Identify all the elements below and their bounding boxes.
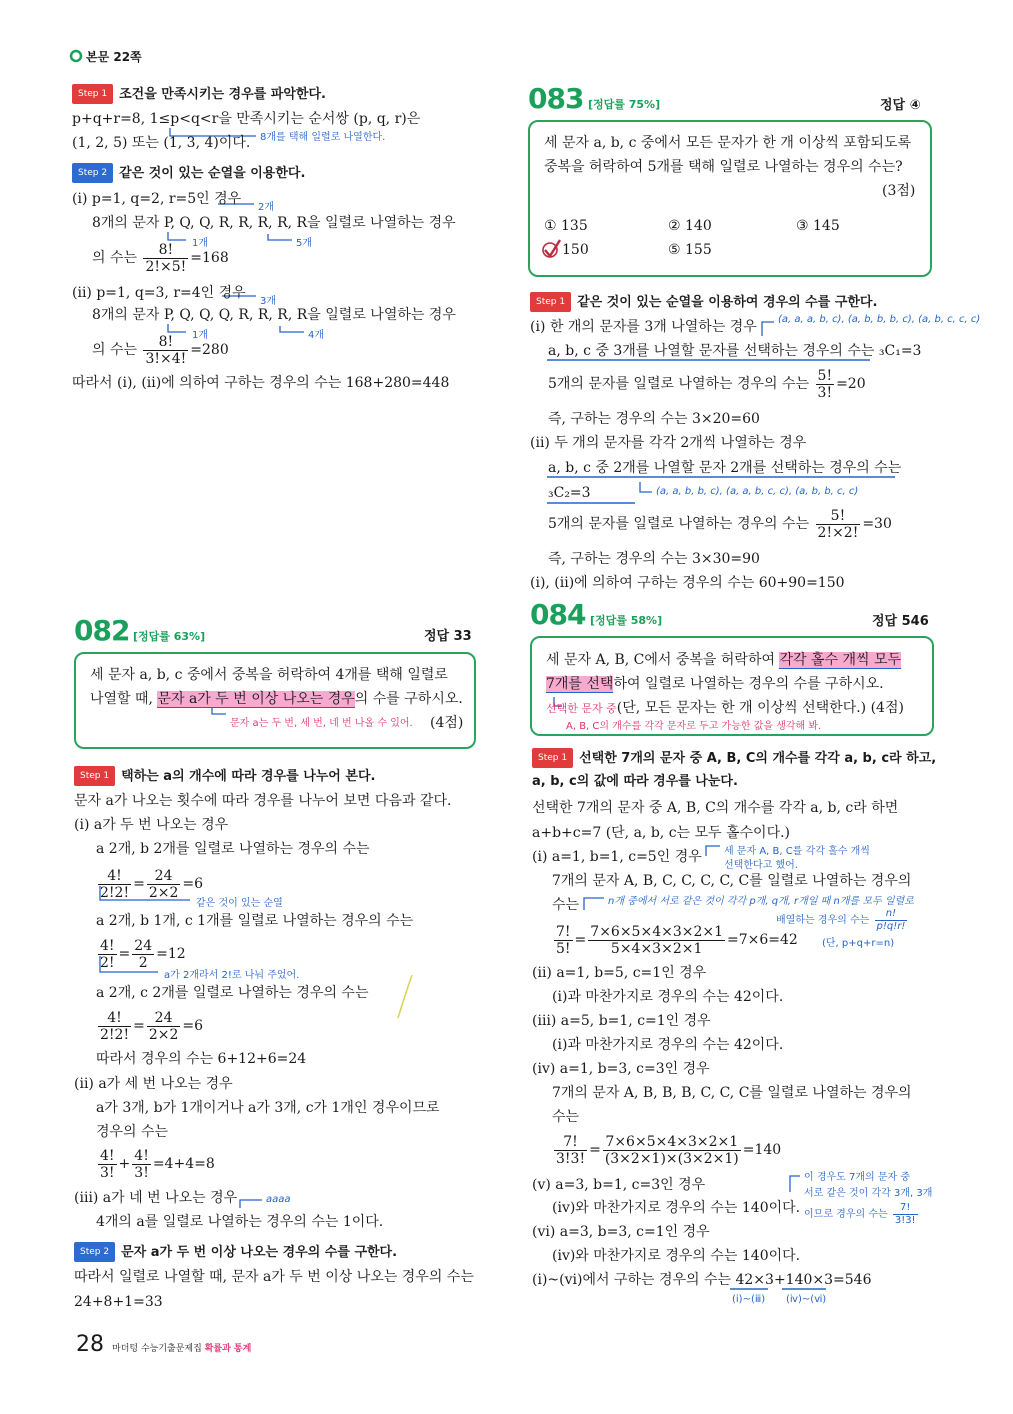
fraction-line: 5개의 문자를 일렬로 나열하는 경우의 수는 $\frac{5!}{3!}$ =20: [548, 367, 866, 401]
text-line: (1, 2, 5) 또는 (1, 3, 4)이다.: [72, 135, 251, 151]
option-2: ② 140: [668, 218, 712, 234]
annotation: aaaa: [266, 1194, 291, 1205]
text-line: (ⅳ)와 마찬가지로 경우의 수는 140이다.: [552, 1200, 801, 1216]
fraction-line: $\frac{4!}{2!2!}$ = $\frac{24}{2\times 2}$ =6: [100, 867, 203, 901]
annotation: (a, a, b, b, c), (a, a, b, c, c), (a, b, b, c, c): [656, 486, 859, 497]
case-heading: (ⅳ) a=1, b=3, c=3인 경우: [532, 1061, 710, 1077]
case-heading: (ⅵ) a=3, b=3, c=1인 경우: [532, 1224, 710, 1240]
fraction-line: $\frac{4!}{2!}$ = $\frac{24}{2}$ =12: [100, 937, 186, 971]
text-line: 문자 a가 나오는 횟수에 따라 경우를 나누어 보면 다음과 같다.: [74, 793, 452, 809]
annotation: 1개: [192, 330, 209, 341]
annotation: 배열하는 경우의 수는 $\frac{n!}{p!q!r!}$: [776, 907, 906, 932]
fraction-line: $\frac{7!}{5!}$ = $\frac{7\times 6\times 5\times 4\times 3\times 2\times 1}{5\times 4\times 3\times 2\times 1}$ =7×6=42: [556, 923, 798, 957]
case-heading: (ⅴ) a=3, b=1, c=3인 경우: [532, 1177, 706, 1193]
case-heading: (ⅰ) a=1, b=1, c=5인 경우: [532, 849, 702, 865]
annotation: 8개를 택해 일렬로 나열한다.: [260, 132, 386, 143]
conclusion: (ⅰ), (ⅱ)에 의하여 구하는 경우의 수는 60+90=150: [530, 575, 845, 591]
text-line: a 2개, b 1개, c 1개를 일렬로 나열하는 경우의 수는: [96, 913, 414, 929]
answer-label: 정답 ④: [880, 98, 921, 113]
case-heading: (ⅱ) a=1, b=5, c=1인 경우: [532, 965, 707, 981]
text-line: (ⅰ)과 마찬가지로 경우의 수는 42이다.: [552, 989, 784, 1005]
text-line: p+q+r=8, 1≤p<q<r을 만족시키는 순서쌍 (p, q, r)은: [72, 111, 421, 127]
text-line: 8개의 문자 P, Q, Q, Q, R, R, R, R을 일렬로 나열하는 경우: [92, 307, 456, 323]
case-heading: (ⅱ) a가 세 번 나오는 경우: [74, 1076, 233, 1092]
question-text: 7개를 선택하여 일렬로 나열하는 경우의 수를 구하시오.: [546, 676, 884, 692]
text-line: ₃C₂=3: [548, 485, 591, 501]
text-line: a가 3개, b가 1개이거나 a가 3개, c가 1개인 경우이므로: [96, 1100, 440, 1116]
points: (3점): [882, 183, 916, 199]
annotation: 같은 것이 있는 순열: [196, 898, 283, 909]
fraction-line: $\frac{7!}{3!3!}$ = $\frac{7\times 6\times 5\times 4\times 3\times 2\times 1}{(3\times 2\times 1)\times(3\times 2\times 1)}$ =140: [556, 1133, 782, 1167]
question-text: 나열할 때, 문자 a가 두 번 이상 나오는 경우의 수를 구하시오.: [90, 691, 463, 707]
option-1: ① 135: [544, 218, 588, 234]
step2-heading: Step 2 같은 것이 있는 순열을 이용한다.: [72, 163, 305, 183]
case-heading: (ⅰ) 한 개의 문자를 3개 나열하는 경우: [530, 319, 757, 335]
step1-heading-cont: a, b, c의 값에 따라 경우를 나눈다.: [532, 774, 738, 789]
problem-number: 084: [530, 598, 586, 631]
text-line: 따라서 경우의 수는 6+12+6=24: [96, 1051, 307, 1067]
problem-number: 082: [74, 614, 130, 647]
question-text: 세 문자 a, b, c 중에서 중복을 허락하여 4개를 택해 일렬로: [90, 667, 448, 683]
conclusion: 24+8+1=33: [74, 1294, 163, 1310]
text-line: 수는: [552, 897, 580, 913]
text-line: 4개의 a를 일렬로 나열하는 경우의 수는 1이다.: [96, 1214, 384, 1230]
text-line: 7개의 문자 A, B, C, C, C, C, C를 일렬로 나열하는 경우의: [552, 873, 912, 889]
annotation: A, B, C의 개수를 각각 문자로 두고 가능한 값을 생각해 봐.: [566, 721, 822, 732]
step1-heading: Step 1 같은 것이 있는 순열을 이용하여 경우의 수를 구한다.: [530, 292, 877, 312]
annotation: 3개: [260, 296, 277, 307]
page-reference: 본문 22쪽: [86, 50, 142, 64]
text-line: a, b, c 중 3개를 나열할 문자를 선택하는 경우의 수는 ₃C₁=3: [548, 343, 922, 359]
annotation: n개 중에서 서로 같은 것이 각각 p개, q개, r개일 때 n개를 모두 일렬로: [608, 896, 914, 907]
annotation: (ⅰ)~(ⅲ): [732, 1294, 766, 1305]
text-line: a, b, c 중 2개를 나열할 문자 2개를 선택하는 경우의 수는: [548, 460, 902, 476]
fraction-line: $\frac{4!}{3!}$ + $\frac{4!}{3!}$ =4+4=8: [100, 1147, 215, 1181]
correct-rate: [정답률 75%]: [588, 98, 661, 111]
problem-number: 083: [528, 82, 584, 115]
step1-heading: Step 1 조건을 만족시키는 경우를 파악한다.: [72, 84, 326, 104]
text-line: a+b+c=7 (단, a, b, c는 모두 홀수이다.): [532, 825, 791, 841]
annotation: (단, p+q+r=n): [822, 938, 895, 949]
text-line: (ⅰ)과 마찬가지로 경우의 수는 42이다.: [552, 1037, 784, 1053]
text-line: 7개의 문자 A, B, B, B, C, C, C를 일렬로 나열하는 경우의: [552, 1085, 912, 1101]
text-line: 경우의 수는: [96, 1124, 169, 1140]
correct-rate: [정답률 63%]: [133, 630, 206, 643]
annotation: 이 경우도 7개의 문자 중: [804, 1172, 911, 1183]
step1-heading: Step 1 선택한 7개의 문자 중 A, B, C의 개수를 각각 a, b, c라 하고,: [532, 748, 936, 768]
correct-rate: [정답률 58%]: [590, 614, 663, 627]
fraction-line: 5개의 문자를 일렬로 나열하는 경우의 수는 $\frac{5!}{2!\times 2!}$ =30: [548, 507, 892, 541]
text-line: 선택한 7개의 문자 중 A, B, C의 개수를 각각 a, b, c라 하면: [532, 800, 899, 816]
text-line: 8개의 문자 P, Q, Q, R, R, R, R, R을 일렬로 나열하는 경우: [92, 215, 456, 231]
case-heading: (ⅰ) p=1, q=2, r=5인 경우: [72, 191, 242, 207]
annotation: 2개: [258, 202, 275, 213]
option-4: 150: [562, 242, 589, 258]
text-line: 수는: [552, 1109, 580, 1125]
text-line: (ⅳ)와 마찬가지로 경우의 수는 140이다.: [552, 1248, 801, 1264]
text-line: 따라서 일렬로 나열할 때, 문자 a가 두 번 이상 나오는 경우의 수는: [74, 1269, 474, 1285]
case-heading: (ⅲ) a가 네 번 나오는 경우: [74, 1190, 238, 1206]
annotation: 세 문자 A, B, C를 각각 홀수 개씩: [724, 846, 870, 857]
question-text: 중복을 허락하여 5개를 택해 일렬로 나열하는 경우의 수는?: [544, 159, 903, 175]
footer-book: 마더텅 수능기출문제집 확률과 통계: [112, 1344, 252, 1354]
question-text: 선택한 문자 중(단, 모든 문자는 한 개 이상씩 선택한다.) (4점): [546, 700, 904, 716]
annotation: 5개: [296, 238, 313, 249]
fraction-line: 의 수는 $\frac{8!}{3!\times 4!}$ =280: [92, 333, 229, 367]
conclusion: (ⅰ)~(ⅵ)에서 구하는 경우의 수는 42×3+140×3=546: [532, 1272, 872, 1288]
question-text: 세 문자 a, b, c 중에서 모든 문자가 한 개 이상씩 포함되도록: [544, 135, 912, 151]
case-heading: (ⅲ) a=5, b=1, c=1인 경우: [532, 1013, 711, 1029]
annotation: 문자 a는 두 번, 세 번, 네 번 나올 수 있어.: [230, 718, 413, 729]
points: (4점): [430, 715, 464, 731]
answer-label: 정답 546: [872, 614, 929, 629]
annotation: a가 2개라서 2!로 나눠 주었어.: [164, 970, 300, 981]
step1-heading: Step 1 택하는 a의 개수에 따라 경우를 나누어 본다.: [74, 766, 375, 786]
option-3: ③ 145: [796, 218, 840, 234]
question-text: 세 문자 A, B, C에서 중복을 허락하여 각각 홀수 개씩 모두: [546, 652, 901, 668]
case-heading: (ⅱ) p=1, q=3, r=4인 경우: [72, 285, 246, 301]
annotation: 선택한다고 했어.: [724, 860, 798, 871]
annotation: (ⅳ)~(ⅵ): [786, 1294, 827, 1305]
annotation: 이므로 경우의 수는 $\frac{7!}{3!3!}$: [804, 1201, 916, 1226]
answer-label: 정답 33: [424, 629, 472, 644]
text-line: a 2개, c 2개를 일렬로 나열하는 경우의 수는: [96, 985, 369, 1001]
case-heading: (ⅱ) 두 개의 문자를 각각 2개씩 나열하는 경우: [530, 435, 807, 451]
page-number: 28: [76, 1332, 104, 1357]
case-heading: (ⅰ) a가 두 번 나오는 경우: [74, 817, 229, 833]
annotation: (a, a, a, b, c), (a, b, b, b, c), (a, b, c, c, c): [778, 314, 981, 325]
annotation: 서로 같은 것이 각각 3개, 3개: [804, 1188, 933, 1199]
text-line: a 2개, b 2개를 일렬로 나열하는 경우의 수는: [96, 841, 370, 857]
text-line: 즉, 구하는 경우의 수는 3×30=90: [548, 551, 760, 567]
annotation: 1개: [192, 238, 209, 249]
annotation: 4개: [308, 330, 325, 341]
text-line: 즉, 구하는 경우의 수는 3×20=60: [548, 411, 760, 427]
conclusion: 따라서 (ⅰ), (ⅱ)에 의하여 구하는 경우의 수는 168+280=448: [72, 375, 450, 391]
fraction-line: 의 수는 $\frac{8!}{2!\times 5!}$ =168: [92, 241, 229, 275]
step2-heading: Step 2 문자 a가 두 번 이상 나오는 경우의 수를 구한다.: [74, 1242, 397, 1262]
fraction-line: $\frac{4!}{2!2!}$ = $\frac{24}{2\times 2}$ =6: [100, 1009, 203, 1043]
option-5: ⑤ 155: [668, 242, 712, 258]
